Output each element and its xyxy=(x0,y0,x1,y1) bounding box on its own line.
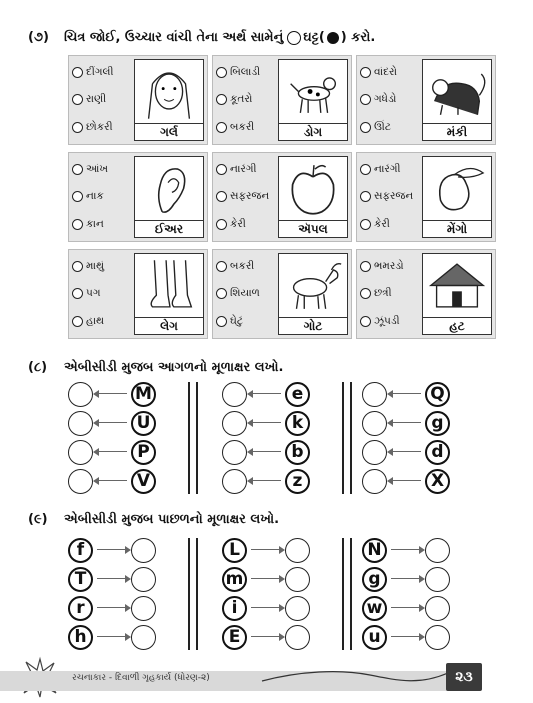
q7-instruction-part3: ) કરો. xyxy=(340,30,376,45)
q8-heading xyxy=(28,360,283,375)
answer-option[interactable] xyxy=(216,257,278,277)
radio-circle-icon[interactable] xyxy=(216,94,227,105)
given-letter: z xyxy=(285,469,310,494)
option-label: નારંગી xyxy=(374,163,401,176)
option-label: છત્રી xyxy=(374,287,392,300)
picture-card xyxy=(356,249,496,339)
answer-circle[interactable] xyxy=(222,469,247,494)
answer-option[interactable] xyxy=(360,284,422,304)
q8-exercise xyxy=(68,380,488,500)
radio-circle-icon[interactable] xyxy=(216,67,227,78)
q8-number: (૮) xyxy=(28,360,48,375)
q7-heading xyxy=(28,30,375,45)
answer-circle[interactable] xyxy=(131,625,156,650)
answer-option[interactable] xyxy=(72,160,134,180)
picture-card xyxy=(212,152,352,242)
answer-circle[interactable] xyxy=(68,411,93,436)
letter-row xyxy=(68,594,156,622)
radio-circle-icon[interactable] xyxy=(72,122,83,133)
arrow-left-icon xyxy=(247,476,285,486)
arrow-left-icon xyxy=(387,447,425,457)
option-list xyxy=(72,156,134,238)
arrow-right-icon xyxy=(93,574,131,584)
picture-card xyxy=(68,55,208,145)
letter-row xyxy=(362,565,450,593)
letter-row xyxy=(362,438,450,466)
empty-circle-icon xyxy=(287,31,301,45)
option-list xyxy=(360,253,422,335)
picture-caption: ઈઅર xyxy=(135,220,203,237)
answer-option[interactable] xyxy=(360,311,422,331)
letter-row xyxy=(68,467,156,495)
answer-circle[interactable] xyxy=(362,440,387,465)
option-label: બકરી xyxy=(230,260,255,273)
letter-row xyxy=(362,594,450,622)
picture-frame xyxy=(278,253,348,335)
option-label: બકરી xyxy=(230,120,255,133)
answer-circle[interactable] xyxy=(222,411,247,436)
letter-row xyxy=(68,380,156,408)
answer-circle[interactable] xyxy=(222,440,247,465)
q9-number: (૯) xyxy=(28,512,48,527)
arrow-left-icon xyxy=(247,447,285,457)
arrow-right-icon xyxy=(387,632,425,642)
ear-icon xyxy=(135,157,203,220)
answer-option[interactable] xyxy=(216,90,278,110)
arrow-left-icon xyxy=(387,418,425,428)
given-letter: m xyxy=(222,567,247,592)
q7-instruction-part1: ચિત્ર જોઈ, ઉચ્ચાર વાંચી તેના અર્થ સામેનું xyxy=(64,30,284,45)
option-list xyxy=(360,156,422,238)
option-label: કેરી xyxy=(230,217,246,230)
dog-icon xyxy=(279,60,347,123)
answer-option[interactable] xyxy=(360,160,422,180)
picture-card xyxy=(356,55,496,145)
answer-circle[interactable] xyxy=(362,411,387,436)
page-footer xyxy=(0,663,533,703)
picture-caption: ગોટ xyxy=(279,317,347,334)
radio-circle-icon[interactable] xyxy=(72,94,83,105)
given-letter: g xyxy=(362,567,387,592)
arrow-right-icon xyxy=(247,545,285,555)
radio-circle-icon[interactable] xyxy=(360,288,371,299)
q8-instruction: એબીસીડી મુજબ આગળનો મૂળાક્ષર લખો. xyxy=(64,360,284,375)
letter-row xyxy=(362,409,450,437)
answer-circle[interactable] xyxy=(68,469,93,494)
answer-circle[interactable] xyxy=(285,596,310,621)
option-list xyxy=(72,59,134,141)
given-letter: i xyxy=(222,596,247,621)
arrow-right-icon xyxy=(387,603,425,613)
radio-circle-icon[interactable] xyxy=(360,67,371,78)
given-letter: h xyxy=(68,625,93,650)
picture-caption: મંકી xyxy=(423,123,491,140)
picture-caption: હટ xyxy=(423,317,491,334)
letter-row xyxy=(222,438,310,466)
letter-row xyxy=(68,623,156,651)
radio-circle-icon[interactable] xyxy=(216,164,227,175)
given-letter: E xyxy=(222,625,247,650)
picture-card xyxy=(356,152,496,242)
radio-circle-icon[interactable] xyxy=(360,261,371,272)
given-letter: L xyxy=(222,538,247,563)
option-label: આંખ xyxy=(86,163,108,176)
radio-circle-icon[interactable] xyxy=(360,164,371,175)
answer-option[interactable] xyxy=(360,214,422,234)
option-label: છોકરી xyxy=(86,120,113,133)
hut-icon xyxy=(423,254,491,317)
picture-frame xyxy=(278,156,348,238)
option-label: દીંગલી xyxy=(86,66,114,79)
radio-circle-icon[interactable] xyxy=(216,316,227,327)
option-label: હાથ xyxy=(86,314,105,327)
radio-circle-icon[interactable] xyxy=(360,316,371,327)
answer-option[interactable] xyxy=(360,63,422,83)
radio-circle-icon[interactable] xyxy=(216,122,227,133)
answer-circle[interactable] xyxy=(285,625,310,650)
answer-option[interactable] xyxy=(72,311,134,331)
answer-option[interactable] xyxy=(360,117,422,137)
option-label: ઊંટ xyxy=(374,120,391,133)
answer-option[interactable] xyxy=(216,214,278,234)
radio-circle-icon[interactable] xyxy=(360,122,371,133)
arrow-left-icon xyxy=(93,476,131,486)
picture-frame xyxy=(278,59,348,141)
radio-circle-icon[interactable] xyxy=(216,288,227,299)
option-label: કાન xyxy=(86,217,104,230)
option-label: ઝૂંપડી xyxy=(374,314,400,327)
option-label: શિયાળ xyxy=(230,287,260,300)
answer-option[interactable] xyxy=(72,90,134,110)
letter-row xyxy=(362,380,450,408)
answer-circle[interactable] xyxy=(425,567,450,592)
letter-row xyxy=(222,409,310,437)
answer-circle[interactable] xyxy=(362,382,387,407)
arrow-left-icon xyxy=(247,418,285,428)
given-letter: T xyxy=(68,567,93,592)
answer-circle[interactable] xyxy=(362,469,387,494)
answer-circle[interactable] xyxy=(222,382,247,407)
q7-number: (૭) xyxy=(28,30,49,45)
arrow-left-icon xyxy=(387,476,425,486)
page-number: ૨૩ xyxy=(446,663,482,691)
picture-frame xyxy=(422,253,492,335)
option-label: નાક xyxy=(86,190,104,203)
given-letter: f xyxy=(68,538,93,563)
picture-caption: લેગ xyxy=(135,317,203,334)
answer-circle[interactable] xyxy=(285,538,310,563)
option-list xyxy=(216,253,278,335)
radio-circle-icon[interactable] xyxy=(216,261,227,272)
letter-row xyxy=(68,536,156,564)
answer-option[interactable] xyxy=(216,284,278,304)
answer-option[interactable] xyxy=(216,187,278,207)
filled-circle-icon xyxy=(327,32,339,44)
letter-row xyxy=(222,467,310,495)
arrow-left-icon xyxy=(93,447,131,457)
goat-icon xyxy=(279,254,347,317)
arrow-right-icon xyxy=(93,545,131,555)
given-letter: u xyxy=(362,625,387,650)
answer-option[interactable] xyxy=(72,214,134,234)
answer-circle[interactable] xyxy=(131,596,156,621)
q7-instruction-part2: ઘટ્ટ( xyxy=(303,30,325,45)
arrow-left-icon xyxy=(247,389,285,399)
arrow-right-icon xyxy=(247,632,285,642)
radio-circle-icon[interactable] xyxy=(72,219,83,230)
letter-row xyxy=(222,536,310,564)
arrow-right-icon xyxy=(387,545,425,555)
picture-card xyxy=(68,152,208,242)
given-letter: V xyxy=(131,469,156,494)
answer-option[interactable] xyxy=(360,90,422,110)
picture-caption: મેંગો xyxy=(423,220,491,237)
option-label: માથું xyxy=(86,260,105,273)
option-list xyxy=(360,59,422,141)
radio-circle-icon[interactable] xyxy=(216,219,227,230)
given-letter: b xyxy=(285,440,310,465)
arrow-right-icon xyxy=(247,574,285,584)
option-label: વાંદરો xyxy=(374,66,398,79)
option-label: ગધેડો xyxy=(374,93,397,106)
picture-card xyxy=(68,249,208,339)
letter-row xyxy=(68,409,156,437)
option-label: ઘેટું xyxy=(230,314,243,327)
monkey-icon xyxy=(423,60,491,123)
given-letter: Q xyxy=(425,382,450,407)
arrow-left-icon xyxy=(387,389,425,399)
given-letter: e xyxy=(285,382,310,407)
q7-picture-grid xyxy=(68,55,496,339)
answer-option[interactable] xyxy=(216,63,278,83)
letter-row xyxy=(68,438,156,466)
picture-card xyxy=(212,55,352,145)
given-letter: g xyxy=(425,411,450,436)
answer-option[interactable] xyxy=(72,284,134,304)
option-label: પગ xyxy=(86,287,101,300)
option-label: રાણી xyxy=(86,93,107,106)
answer-circle[interactable] xyxy=(68,382,93,407)
q9-heading xyxy=(28,512,279,527)
radio-circle-icon[interactable] xyxy=(360,94,371,105)
given-letter: M xyxy=(131,382,156,407)
option-list xyxy=(216,156,278,238)
answer-option[interactable] xyxy=(72,117,134,137)
radio-circle-icon[interactable] xyxy=(72,67,83,78)
arrow-left-icon xyxy=(93,389,131,399)
column-divider xyxy=(188,538,198,650)
radio-circle-icon[interactable] xyxy=(72,288,83,299)
answer-option[interactable] xyxy=(216,117,278,137)
radio-circle-icon[interactable] xyxy=(216,191,227,202)
option-label: ભમરડો xyxy=(374,260,404,273)
answer-option[interactable] xyxy=(216,160,278,180)
letter-row xyxy=(222,594,310,622)
given-letter: d xyxy=(425,440,450,465)
letter-row xyxy=(68,565,156,593)
given-letter: r xyxy=(68,596,93,621)
mango-icon xyxy=(423,157,491,220)
radio-circle-icon[interactable] xyxy=(72,261,83,272)
given-letter: P xyxy=(131,440,156,465)
answer-circle[interactable] xyxy=(425,625,450,650)
answer-option[interactable] xyxy=(72,63,134,83)
arrow-left-icon xyxy=(93,418,131,428)
letter-row xyxy=(362,536,450,564)
girl-face-icon xyxy=(135,60,203,123)
column-divider xyxy=(188,382,198,494)
arrow-right-icon xyxy=(247,603,285,613)
letter-row xyxy=(362,467,450,495)
option-label: સફરજન xyxy=(374,190,414,203)
letter-row xyxy=(222,380,310,408)
column-divider xyxy=(342,538,352,650)
given-letter: k xyxy=(285,411,310,436)
answer-option[interactable] xyxy=(72,257,134,277)
radio-circle-icon[interactable] xyxy=(72,316,83,327)
q9-instruction: એબીસીડી મુજબ પાછળનો મૂળાક્ષર લખો. xyxy=(64,512,280,527)
letter-row xyxy=(222,623,310,651)
given-letter: w xyxy=(362,596,387,621)
picture-frame xyxy=(134,156,204,238)
option-list xyxy=(72,253,134,335)
picture-frame xyxy=(422,156,492,238)
option-label: કેરી xyxy=(374,217,390,230)
option-label: બિલાડી xyxy=(230,66,261,79)
given-letter: U xyxy=(131,411,156,436)
picture-caption: ગર્લ xyxy=(135,123,203,140)
letter-row xyxy=(362,623,450,651)
picture-card xyxy=(212,249,352,339)
radio-circle-icon[interactable] xyxy=(72,164,83,175)
footer-text: રચનાકાર - દિવાળી ગૃહકાર્ય (ધોરણ-૨) xyxy=(72,673,210,683)
arrow-right-icon xyxy=(93,632,131,642)
answer-circle[interactable] xyxy=(131,567,156,592)
option-list xyxy=(216,59,278,141)
picture-caption: ઍપલ xyxy=(279,220,347,237)
option-label: કૂતરો xyxy=(230,93,253,106)
legs-icon xyxy=(135,254,203,317)
answer-option[interactable] xyxy=(360,187,422,207)
picture-frame xyxy=(422,59,492,141)
picture-frame xyxy=(134,253,204,335)
radio-circle-icon[interactable] xyxy=(72,191,83,202)
q9-exercise xyxy=(68,536,488,656)
answer-circle[interactable] xyxy=(131,538,156,563)
string-line-decoration-icon xyxy=(260,665,450,691)
arrow-right-icon xyxy=(387,574,425,584)
letter-row xyxy=(222,565,310,593)
answer-option[interactable] xyxy=(216,311,278,331)
option-label: સફરજન xyxy=(230,190,270,203)
answer-option[interactable] xyxy=(72,187,134,207)
given-letter: N xyxy=(362,538,387,563)
radio-circle-icon[interactable] xyxy=(360,219,371,230)
answer-circle[interactable] xyxy=(425,596,450,621)
arrow-right-icon xyxy=(93,603,131,613)
answer-circle[interactable] xyxy=(285,567,310,592)
answer-circle[interactable] xyxy=(425,538,450,563)
answer-circle[interactable] xyxy=(68,440,93,465)
picture-frame xyxy=(134,59,204,141)
answer-option[interactable] xyxy=(360,257,422,277)
column-divider xyxy=(342,382,352,494)
option-label: નારંગી xyxy=(230,163,257,176)
radio-circle-icon[interactable] xyxy=(360,191,371,202)
given-letter: X xyxy=(425,469,450,494)
apple-icon xyxy=(279,157,347,220)
picture-caption: ડોગ xyxy=(279,123,347,140)
